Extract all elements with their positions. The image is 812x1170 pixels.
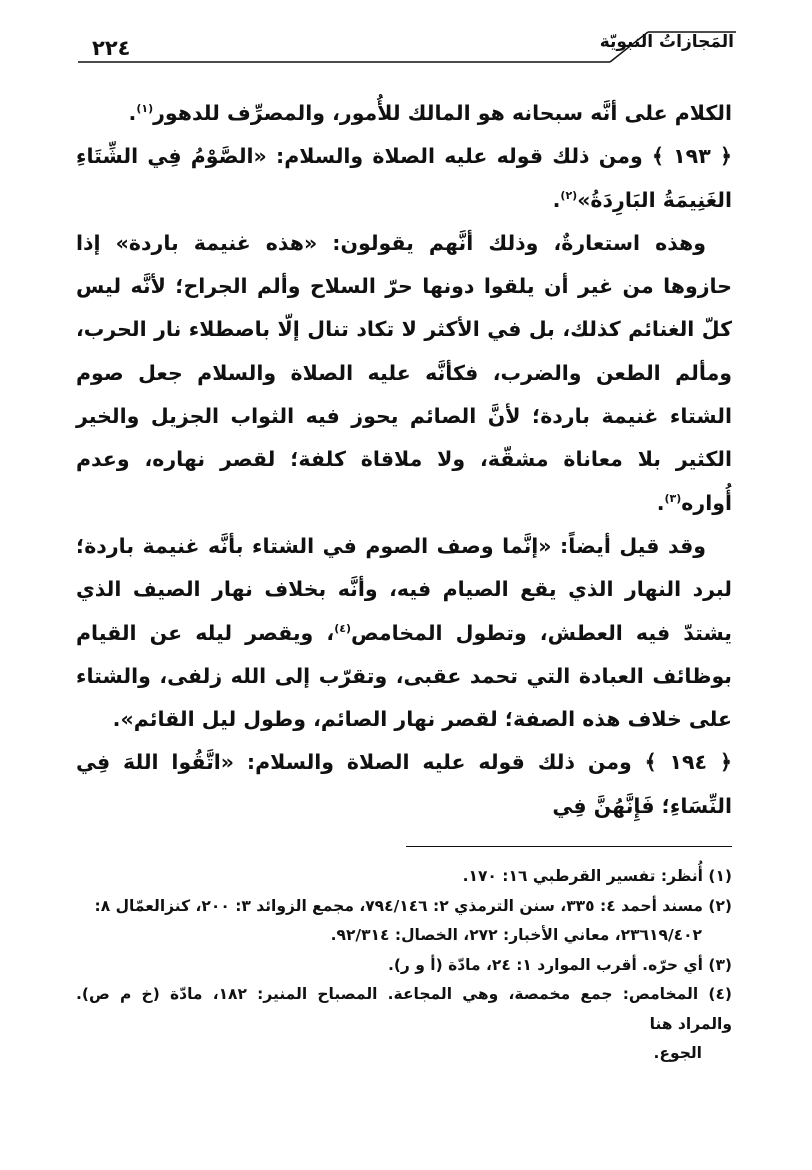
hadith-text: «الصَّوْمُ فِي الشِّتَاءِ الغَنِيمَةُ البَارِدَةُ» [76,144,732,212]
hadith-number: ﴿ ١٩٣ ﴾ [651,144,732,169]
main-text [76,92,732,828]
hadith-194: ﴿ ١٩٤ ﴾ ومن ذلك قوله عليه الصلاة والسلام: «اتَّقُوا اللهَ فِي النِّسَاءِ؛ فَإِنَّهُنَّ فِي [76,750,732,818]
footnote-ref: (١) [136,102,154,116]
footnote-item: (١) أُنظر: تفسير القرطبي ١٦: ١٧٠. [462,867,732,885]
hadith-193: ﴿ ١٩٣ ﴾ ومن ذلك قوله عليه الصلاة والسلام: «الصَّوْمُ فِي الشِّتَاءِ الغَنِيمَةُ البَارِدَةُ»$^{(٢)}$. [76,144,732,212]
footnote-separator [406,846,732,847]
footnote-ref: (٣) [664,491,682,505]
commentary-paragraph: وقد قيل أيضاً: «إنَّما وصف الصوم في الشتاء بأنَّه غنيمة باردة؛ لبرد النهار الذي يقع الصيام فيه، وأنَّه بخلاف نهار الصيف الذي يشتدّ فيه العطش، وتطول المخامص$^{(٤)}$، ويقصر ليله عن القيام بوظائف العبادة التي تحمد عقبى، وتقرّب إلى الله زلفى، والشتاء على خلاف هذه الصفة؛ لقصر نهار الصائم، وطول ليل القائم». [76,533,732,732]
footnote-item: (٤) المخامص: جمع مخمصة، وهي المجاعة. المصباح المنير: ١٨٢، مادّة (خ م ص). والمراد هنا [76,985,733,1033]
page-number: ٢٢٤ [92,36,131,60]
footnotes [76,862,732,1069]
footnote-continuation: الجوع. [653,1044,702,1062]
footnote-continuation: ٢٣٦١٩/٤٠٢، معاني الأخبار: ٢٧٢، الخصال: ٩٢/٣١٤. [330,926,702,944]
footnote-ref: (٢) [560,188,578,202]
footnote-item: (٣) أي حرّه. أقرب الموارد ١: ٢٤، مادّة (أ و ر). [387,955,732,974]
hadith-text: «اتَّقُوا اللهَ فِي النِّسَاءِ؛ فَإِنَّهُنَّ فِي [76,750,732,818]
hadith-number: ﴿ ١٩٤ ﴾ [644,750,732,775]
running-header-title: المَجازاتُ النبويّة [599,32,734,52]
footnote-ref: (٤) [334,621,351,635]
footnote-item: (٢) مسند أحمد ٤: ٣٣٥، سنن الترمذي ٢: ٧٩٤/١٤٦، مجمع الزوائد ٣: ٢٠٠، كنزالعمّال ٨: [94,896,732,915]
paragraph-continuation: الكلام على أنَّه سبحانه هو المالك للأُمور، والمصرِّف للدهور$^{(١)}$. [128,101,732,125]
commentary-paragraph: وهذه استعارةٌ، وذلك أنَّهم يقولون: «هذه غنيمة باردة» إذا حازوها من غير أن يلقوا دونها حرّ السلاح وألم الجراح؛ لأنَّه ليس كلّ الغنائم كذلك، بل في الأكثر لا تكاد تنال إلّا باصطلاء نار الحرب، ومألم الطعن والضرب، فكأنَّه عليه الصلاة والسلام جعل صوم الشتاء غنيمة باردة؛ لأنَّ الصائم يحوز فيه الثواب الجزيل والخير الكثير بلا معاناة مشقّة، ولا ملاقاة كلفة؛ لقصر نهاره، وعدم أُواره$^{(٣)}$. [76,230,732,515]
